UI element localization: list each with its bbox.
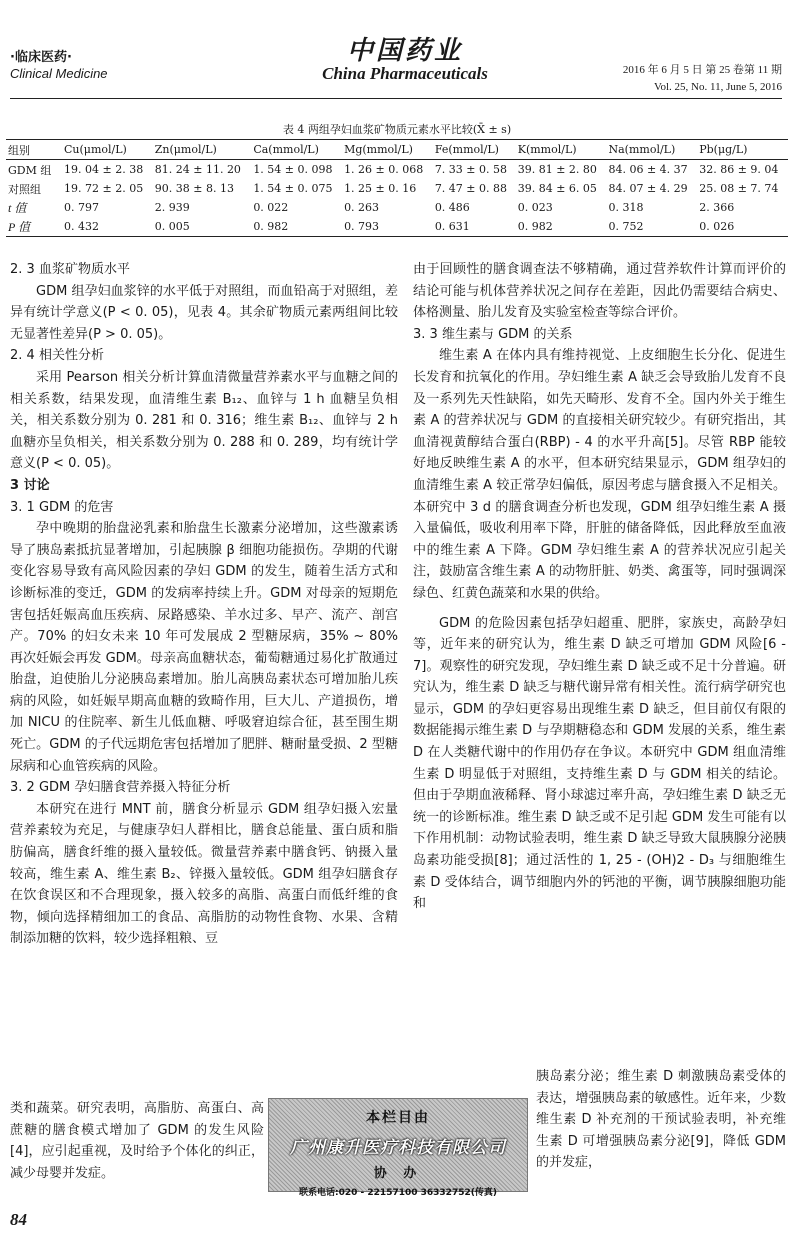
paragraph: GDM 的危险因素包括孕妇超重、肥胖，家族史，高龄孕妇等，近年来的研究认为，维生素 D 缺乏可增加 GDM 风险[6 - 7]。观察性的研究发现，孕妇维生素 D 缺乏或不足十分普遍。研究认为，维生素 D 缺乏与糖代谢异常有相关性。流行病学研究也显示，GDM 的孕妇更容易出现维生素 D 缺乏，但目前仅有限的数据能揭示维生素 D 与孕期糖稳态和 GDM 发展的关系，维生素 D 在人类糖代谢中的作用仍存在争议。本研究中 GDM 组血清维生素 D 明显低于对照组，支持维生素 D 与 GDM 相关的结论。但由于孕期血液稀释、肾小球滤过率升高，孕妇维生素 D 缺乏无统一的诊断标准。维生素 D 缺乏或不足引起 GDM 发生可能有以下作用机制：动物试验表明，维生素 D 缺乏导致大鼠胰腺分泌胰岛素功能受损[8]；通过活性的 1, 25 - (OH)2 - D₃ 与细胞维生素 D 受体结合，调节细胞内外的钙池的平衡，调节胰腺细胞功能和	[413, 615, 786, 912]
table-row	[6, 179, 788, 198]
table-cell: 0. 263	[344, 201, 380, 214]
table-header-cell: Na(mmol/L)	[608, 143, 676, 156]
table-cell: 0. 318	[608, 201, 644, 214]
section-label-cn: ·临床医药·	[10, 50, 72, 65]
table-cell: 0. 797	[64, 201, 99, 214]
table-row	[6, 217, 788, 237]
section-label	[10, 46, 108, 81]
table-header-row	[6, 140, 788, 160]
table-cell: 90. 38 ± 8. 13	[154, 182, 234, 195]
section-heading: 3 讨论	[10, 477, 50, 493]
table-cell: 0. 982	[253, 220, 289, 233]
issue-info	[623, 62, 782, 96]
table-cell: t 值	[8, 201, 27, 215]
table-cell: 2. 366	[699, 201, 735, 214]
table-cell: 0. 631	[434, 220, 470, 233]
paragraph: 由于回顾性的膳食调查法不够精确，通过营养软件计算而评价的结论可能与机体营养状况之间存在差距，因此仍需要结合病史、体格测量、胎儿发育及实验室检查等综合评价。	[413, 262, 786, 321]
table-cell: 81. 24 ± 11. 20	[154, 163, 241, 176]
table-cell: 0. 022	[253, 201, 289, 214]
table-header-cell: Cu(μmol/L)	[64, 143, 127, 156]
table-header-cell: Fe(mmol/L)	[434, 143, 499, 156]
journal-title-cn: 中国药业	[346, 36, 463, 66]
paragraph: 胰岛素分泌；维生素 D 刺激胰岛素受体的表达，增强胰岛素的敏感性。近年来，少数维生素 D 补充剂的干预试验表明，补充维生素 D 可增强胰岛素分泌[9]，降低 GDM 的并发症，	[536, 1069, 786, 1171]
table-cell: 0. 793	[344, 220, 380, 233]
table-cell: 1. 54 ± 0. 098	[253, 163, 333, 176]
paragraph: 采用 Pearson 相关分析计算血清微量营养素水平与血糖之间的相关系数，结果发现，血清维生素 B₁₂、血锌与 1 h 血糖呈负相关，相关系数分别为 0. 281 和 0. 316；维生素 B₁₂、血锌与 2 h 血糖亦呈负相关，相关系数分别为 0. 288 和 0. 289，均有统计学意义(P < 0. 05)。	[10, 369, 398, 472]
table-cell: 0. 026	[699, 220, 735, 233]
section-heading: 3. 1 GDM 的危害	[10, 499, 114, 515]
section-heading: 3. 3 维生素与 GDM 的关系	[413, 326, 573, 342]
table-cell: 1. 26 ± 0. 068	[344, 163, 424, 176]
table-cell: 84. 06 ± 4. 37	[608, 163, 688, 176]
table-row	[6, 198, 788, 217]
journal-title	[290, 36, 520, 84]
table-cell: 84. 07 ± 4. 29	[608, 182, 688, 195]
paragraph: 本研究在进行 MNT 前，膳食分析显示 GDM 组孕妇摄入宏量营养素较为充足，与健康孕妇人群相比，膳食总能量、蛋白质和脂肪偏高，膳食纤维的摄入量较低。微量营养素中膳食钙、钠摄入量较高，维生素 A、维生素 B₂、锌摄入量较低。GDM 组孕妇膳食存在饮食误区和不合理现象，摄入较多的高脂、高蛋白而低纤维的食物，倾向选择精细加工的食品、高脂肪的动物性食物、水果、含精制添加糖的饮料，较少选择粗粮、豆	[10, 801, 398, 947]
table-header-cell: Ca(mmol/L)	[253, 143, 319, 156]
table-cell: 0. 752	[608, 220, 644, 233]
sponsor-line: 协 办	[373, 1166, 423, 1181]
table-caption: 表 4 两组孕妇血浆矿物质元素水平比较(X̄ ± s)	[282, 123, 512, 136]
table-cell: 0. 982	[517, 220, 553, 233]
table-cell: 0. 432	[64, 220, 99, 233]
table-header-cell: Zn(μmol/L)	[154, 143, 217, 156]
table-cell: 7. 33 ± 0. 58	[434, 163, 507, 176]
table-row	[6, 160, 788, 180]
table-cell: 1. 25 ± 0. 16	[344, 182, 417, 195]
paragraph: 类和蔬菜。研究表明，高脂肪、高蛋白、高蔗糖的膳食模式增加了 GDM 的发生风险[4]，应引起重视，及时给予个体化的纠正，减少母婴并发症。	[10, 1101, 264, 1181]
table-cell: 0. 486	[434, 201, 470, 214]
table-cell: GDM 组	[8, 163, 52, 177]
right-column	[413, 259, 786, 915]
table-cell: 0. 005	[154, 220, 190, 233]
sponsor-banner	[268, 1098, 528, 1198]
table-header-cell: Mg(mmol/L)	[344, 143, 413, 156]
table-cell: 2. 939	[154, 201, 190, 214]
mineral-table	[6, 139, 788, 237]
table-cell: 19. 72 ± 2. 05	[64, 182, 144, 195]
section-heading: 3. 2 GDM 孕妇膳食营养摄入特征分析	[10, 780, 231, 796]
table-cell: 32. 86 ± 9. 04	[699, 163, 779, 176]
sponsor-line: 本栏目由	[366, 1110, 430, 1126]
table-cell: 0. 023	[517, 201, 553, 214]
table-cell: 39. 81 ± 2. 80	[517, 163, 597, 176]
left-column	[10, 259, 398, 950]
table-cell: 39. 84 ± 6. 05	[517, 182, 597, 195]
sponsor-company: 广州康升医疗科技有限公司	[290, 1138, 506, 1158]
issue-info-en: Vol. 25, No. 11, June 5, 2016	[653, 81, 782, 93]
paragraph: 维生素 A 在体内具有维持视觉、上皮细胞生长分化、促进生长发育和抗氧化的作用。孕妇维生素 A 缺乏会导致胎儿发育不良及一系列先天性缺陷，如先天畸形、发育不全。国内外关于维生素 A 的营养状况与 GDM 的直接相关研究较少。有研究指出，其血清视黄醇结合蛋白(RBP) - 4 的水平升高[5]。尽管 RBP 能较好地反映维生素 A 的水平，但本研究结果显示，GDM 组孕妇的血清维生素 A 较正常孕妇偏低，原因考虑与膳食摄入不足相关。本研究中 3 d 的膳食调查分析也发现，GDM 组孕妇维生素 A 摄入量偏低，吸收利用率下降，肝脏的储备降低，因此释放至血液中的维生素 A 下降。GDM 孕妇维生素 A 的营养状况应引起关注，鼓励富含维生素 A 的动物肝脏、奶类、禽蛋等，同时强调深绿色、红黄色蔬菜和水果的供给。	[413, 348, 786, 601]
paragraph: 孕中晚期的胎盘泌乳素和胎盘生长激素分泌增加，这些激素诱导了胰岛素抵抗显著增加，引起胰腺 β 细胞功能损伤。孕期的代谢变化容易导致有高风险因素的孕妇 GDM 的发生，随着生活方式和诊断标准的变迁，GDM 的发病率持续上升。GDM 对母亲的短期危害包括妊娠高血压疾病、尿路感染、羊水过多、早产、流产、剖宫产。70% 的妇女未来 10 年可发展成 2 型糖尿病，35% ~ 80% 再次妊娠会再发 GDM。母亲高血糖状态，葡萄糖通过易化扩散通过胎盘，迫使胎儿分泌胰岛素增加。胎儿高胰岛素状态可增加胎儿疾病的风险，如妊娠早期高血糖的致畸作用，巨大儿、产道损伤，增加 NICU 的住院率、新生儿低血糖、呼吸窘迫综合征，甚至围生期死亡。GDM 的子代远期危害包括增加了肥胖、糖耐量受损、2 型糖尿病和心血管疾病的风险。	[10, 521, 398, 774]
page-number: 84	[10, 1210, 27, 1229]
table-header-cell: 组别	[8, 143, 30, 157]
journal-title-en: China Pharmaceuticals	[322, 64, 488, 83]
section-label-en: Clinical Medicine	[10, 66, 108, 81]
table-cell: 1. 54 ± 0. 075	[253, 182, 333, 195]
table-header-cell: K(mmol/L)	[517, 143, 577, 156]
right-column-wrap	[536, 1066, 786, 1174]
table-cell: 19. 04 ± 2. 38	[64, 163, 144, 176]
table-cell: 25. 08 ± 7. 74	[699, 182, 779, 195]
section-heading: 2. 3 血浆矿物质水平	[10, 262, 130, 277]
table-cell: P 值	[8, 220, 31, 234]
table-header-cell: Pb(μg/L)	[699, 143, 748, 156]
header-rule	[10, 98, 782, 99]
section-heading: 2. 4 相关性分析	[10, 348, 104, 364]
left-column-wrap	[10, 1098, 264, 1184]
paragraph: GDM 组孕妇血浆锌的水平低于对照组，而血铅高于对照组，差异有统计学意义(P < 0. 05)，见表 4。其余矿物质元素两组间比较无显著性差异(P > 0. 05)。	[10, 283, 398, 342]
table-cell: 对照组	[8, 182, 41, 196]
sponsor-phone: 联系电话:020 - 22157100 36332752(传真)	[299, 1188, 497, 1198]
table-cell: 7. 47 ± 0. 88	[434, 182, 507, 195]
issue-info-cn: 2016 年 6 月 5 日 第 25 卷第 11 期	[622, 64, 782, 76]
